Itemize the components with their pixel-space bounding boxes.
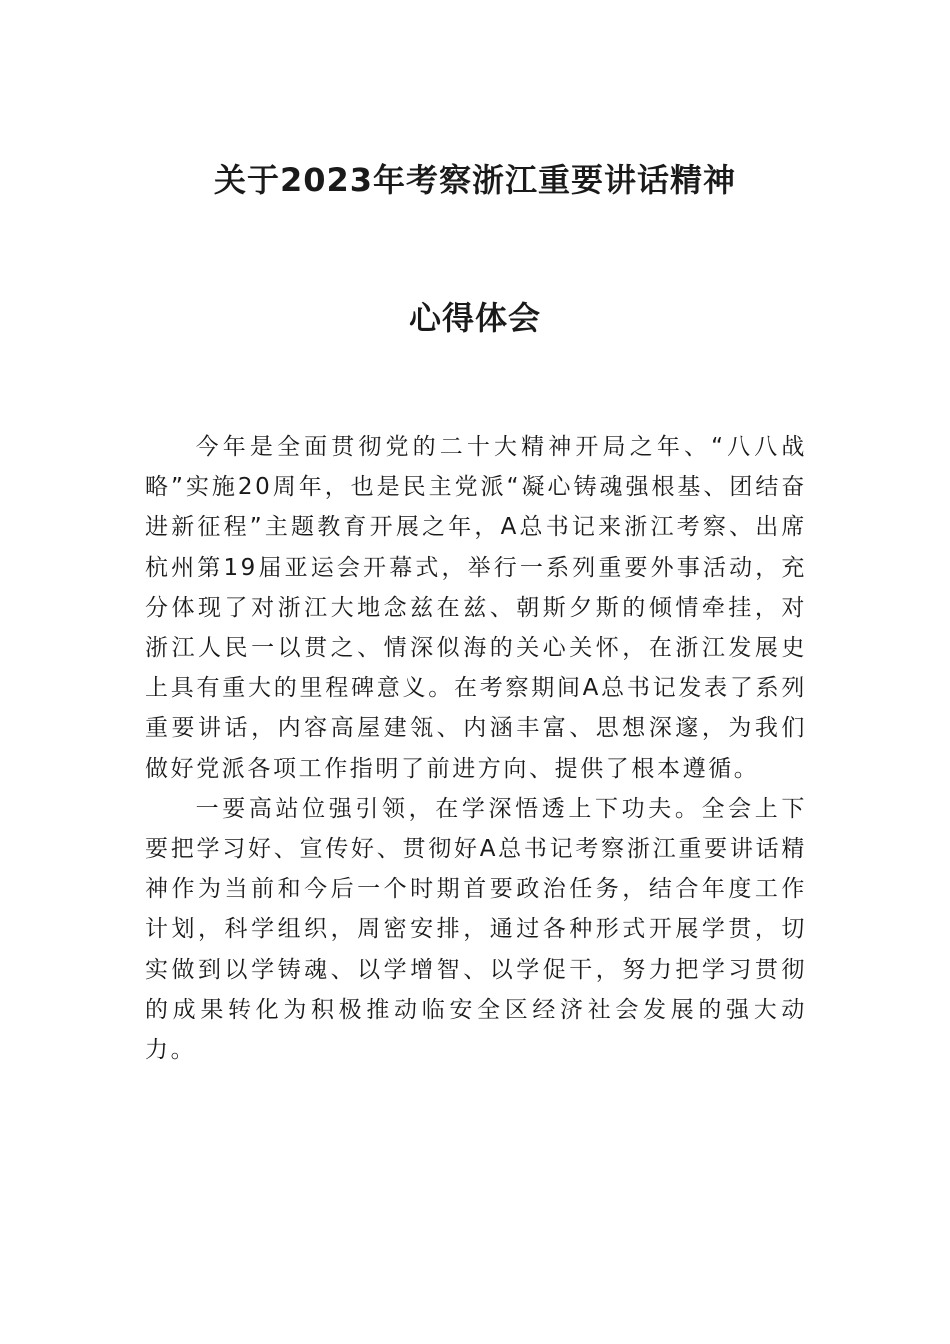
document-title-line-1: 关于2023年考察浙江重要讲话精神 [213, 161, 737, 199]
paragraph-2: 一要高站位强引领，在学深悟透上下功夫。全会上下要把学习好、宣传好、贯彻好A总书记考察浙江重要讲话精神作为当前和今后一个时期首要政治任务，结合年度工作计划，科学组织，周密安排，通过各种形式开展学贯，切实做到以学铸魂、以学增智、以学促干，努力把学习贯彻的成果转化为积极推动临安全区经济社会发展的强大动力。 [145, 795, 807, 1064]
document-body [145, 427, 807, 1070]
document-title-line-2: 心得体会 [408, 299, 541, 337]
paragraph-1: 今年是全面贯彻党的二十大精神开局之年、“八八战略”实施20周年，也是民主党派“凝心铸魂强根基、团结奋进新征程”主题教育开展之年，A总书记来浙江考察、出席杭州第19届亚运会开幕式，举行一系列重要外事活动，充分体现了对浙江大地念兹在兹、朝斯夕斯的倾情牵挂，对浙江人民一以贯之、情深似海的关心关怀，在浙江发展史上具有重大的里程碑意义。在考察期间A总书记发表了系列重要讲话，内容高屋建瓴、内涵丰富、思想深邃，为我们做好党派各项工作指明了前进方向、提供了根本遵循。 [145, 434, 807, 782]
